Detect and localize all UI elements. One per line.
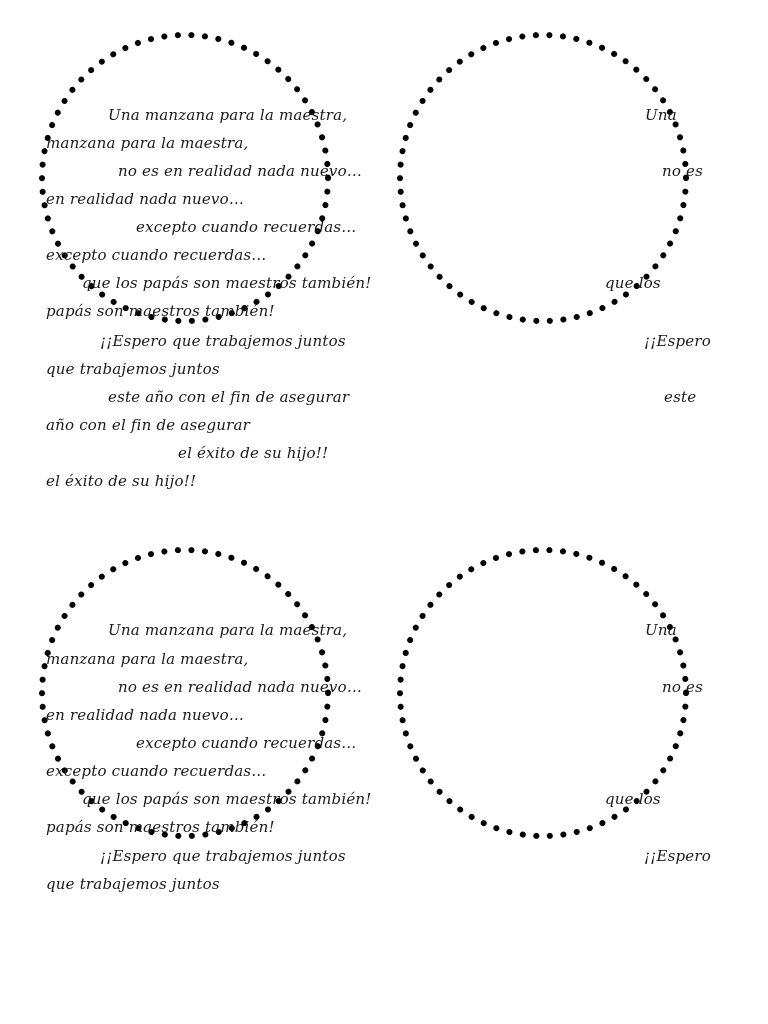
poem-line: papás son maestros también! xyxy=(46,302,275,320)
poem-line: excepto cuando recuerdas… xyxy=(46,246,267,264)
poem-line: excepto cuando recuerdas… xyxy=(136,734,357,752)
poem-line: Una xyxy=(645,106,677,124)
poem-line: no es en realidad nada nuevo… xyxy=(118,678,363,696)
poem-line: Una manzana para la maestra, xyxy=(108,621,348,639)
poem-line: excepto cuando recuerdas… xyxy=(136,218,357,236)
poem-line: este año con el fin de asegurar xyxy=(108,388,350,406)
poem-line: manzana para la maestra, xyxy=(46,134,249,152)
poem-line: el éxito de su hijo!! xyxy=(46,472,197,490)
poem-line: en realidad nada nuevo… xyxy=(46,706,245,724)
poem-line: Una manzana para la maestra, xyxy=(108,106,348,124)
poem-line: que los xyxy=(605,790,661,808)
poem-line: este xyxy=(664,388,697,406)
poem-line: ¡¡Espero que trabajemos juntos xyxy=(100,847,346,865)
poem-line: que los papás son maestros también! xyxy=(82,790,372,808)
poem-line: papás son maestros también! xyxy=(46,818,275,836)
poem-line: excepto cuando recuerdas… xyxy=(46,762,267,780)
poem-line: que los papás son maestros también! xyxy=(82,274,372,292)
poem-line: Una xyxy=(645,621,677,639)
poem-line: manzana para la maestra, xyxy=(46,650,249,668)
poem-line: no es en realidad nada nuevo… xyxy=(118,162,363,180)
poem-line: que los xyxy=(605,274,661,292)
poem-line: ¡¡Espero que trabajemos juntos xyxy=(100,332,346,350)
poem-line: ¡¡Espero xyxy=(644,847,711,865)
poem-line: año con el fin de asegurar xyxy=(46,416,250,434)
poem-line: no es xyxy=(662,678,704,696)
poem-line: el éxito de su hijo!! xyxy=(178,444,329,462)
poem-line: que trabajemos juntos xyxy=(46,360,220,378)
poem-line: que trabajemos juntos xyxy=(46,875,220,893)
poem-line: ¡¡Espero xyxy=(644,332,711,350)
poem-line: no es xyxy=(662,162,704,180)
poem-line: en realidad nada nuevo… xyxy=(46,190,245,208)
